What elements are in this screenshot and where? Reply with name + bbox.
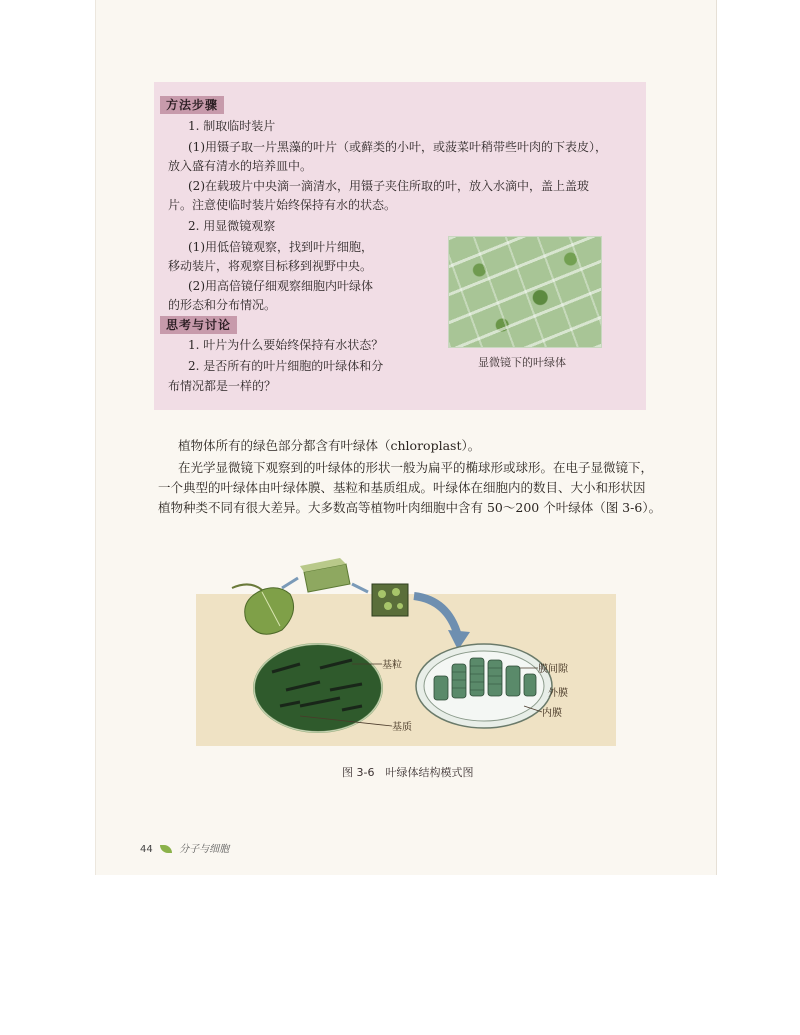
step2-title: 2. 用显微镜观察 xyxy=(188,219,276,233)
leaf-image xyxy=(232,584,294,634)
book-title: 分子与细胞 xyxy=(179,844,230,855)
step1-title: 1. 制取临时装片 xyxy=(188,119,276,133)
leaf-section-image xyxy=(300,558,350,592)
page-footer xyxy=(140,840,229,855)
paragraph-2-line2: 一个典型的叶绿体由叶绿体膜、基粒和基质组成。叶绿体在细胞内的数目、大小和形状因 xyxy=(158,480,646,495)
page-number: 44 xyxy=(140,844,153,855)
step1-a-line2: 放入盛有清水的培养皿中。 xyxy=(168,159,313,173)
chloroplast-em-view xyxy=(254,644,382,732)
question-2-line2: 布情况都是一样的？ xyxy=(168,379,277,393)
cell-image xyxy=(372,584,408,616)
label-outer-membrane: 外膜 xyxy=(548,688,568,699)
curved-arrow xyxy=(414,596,458,636)
arrow-2 xyxy=(352,584,368,592)
arrow-1 xyxy=(282,578,298,588)
step2-b-line2: 的形态和分布情况。 xyxy=(168,298,277,312)
chloroplast-3d-model xyxy=(416,644,552,728)
photo-caption: 显微镜下的叶绿体 xyxy=(478,356,566,369)
step1-b-line2: 片。注意使临时装片始终保持有水的状态。 xyxy=(168,198,397,212)
label-grana: 基粒 xyxy=(382,660,402,671)
leaf-icon xyxy=(160,845,172,853)
step1-a-line1: (1)用镊子取一片黑藻的叶片（或藓类的小叶，或菠菜叶稍带些叶肉的下表皮）， xyxy=(188,140,608,154)
label-intermembrane-space: 膜间隙 xyxy=(538,664,568,675)
step2-a-line2: 移动装片，将观察目标移到视野中央。 xyxy=(168,259,373,273)
question-2-line1: 2. 是否所有的叶片细胞的叶绿体和分 xyxy=(188,359,384,373)
paragraph-2-line3: 植物种类不同有很大差异。大多数高等植物叶肉细胞中含有 50～200 个叶绿体（图 3-6）。 xyxy=(158,500,662,515)
paragraph-1: 植物体所有的绿色部分都含有叶绿体（chloroplast）。 xyxy=(178,438,481,453)
step2-b-line1: (2)用高倍镜仔细观察细胞内叶绿体 xyxy=(188,279,373,293)
question-1: 1. 叶片为什么要始终保持有水状态？ xyxy=(188,338,384,352)
method-steps-heading: 方法步骤 xyxy=(160,96,224,114)
step2-a-line1: (1)用低倍镜观察，找到叶片细胞， xyxy=(188,240,373,254)
label-stroma: 基质 xyxy=(392,722,412,733)
discussion-heading: 思考与讨论 xyxy=(160,316,237,334)
label-inner-membrane: 内膜 xyxy=(542,708,562,719)
figure-caption: 图 3-6 叶绿体结构模式图 xyxy=(342,766,474,779)
paragraph-2-line1: 在光学显微镜下观察到的叶绿体的形状一般为扁平的椭球形或球形。在电子显微镜下， xyxy=(178,460,654,475)
step1-b-line1: (2)在载玻片中央滴一滴清水，用镊子夹住所取的叶，放入水滴中，盖上盖玻 xyxy=(188,179,590,193)
